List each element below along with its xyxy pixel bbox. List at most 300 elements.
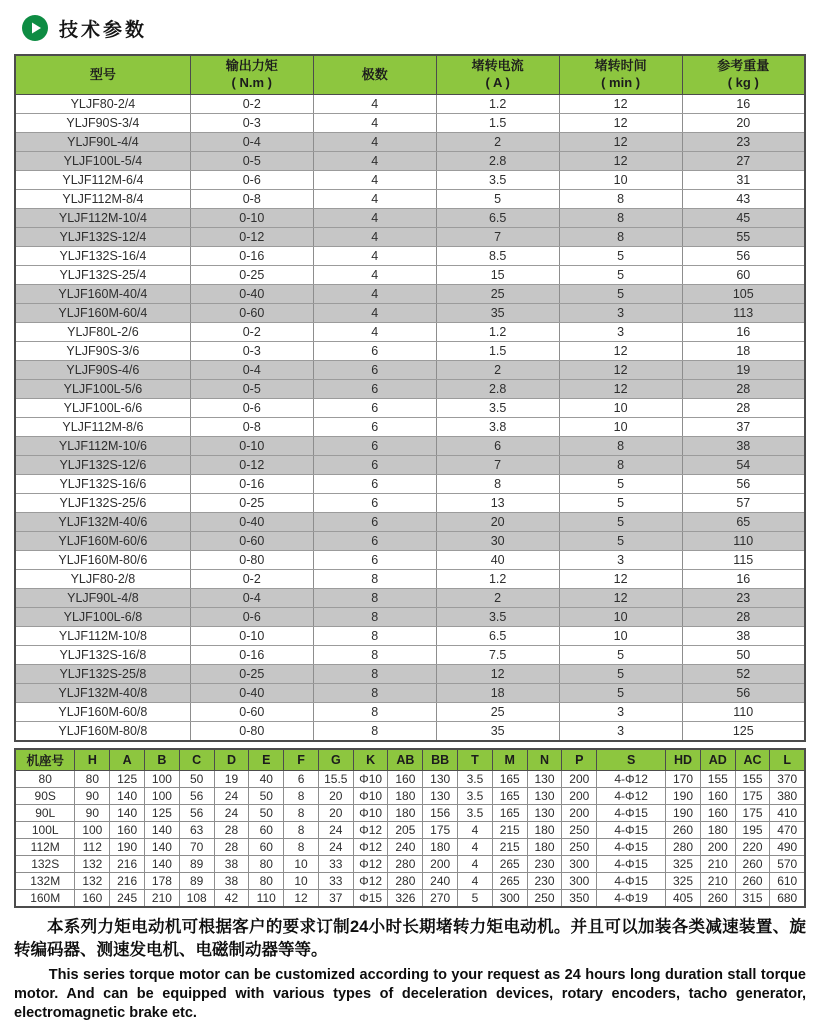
cell: 180	[388, 788, 423, 805]
cell: 4	[313, 95, 436, 114]
cell: 89	[179, 856, 214, 873]
table-row	[15, 437, 805, 456]
note-english: This series torque motor can be customized according to your request as 24 hours long duration stall torque motor. And can be equipped with various types of deceleration devices, rotary encoders, tacho generator, electromagnetic brake etc.	[14, 966, 806, 1021]
cell: 12	[559, 133, 682, 152]
cell: 43	[682, 190, 805, 209]
cell: 3.5	[436, 171, 559, 190]
cell: 326	[388, 890, 423, 908]
cell: 0-2	[190, 323, 313, 342]
table-row	[15, 608, 805, 627]
table-row	[15, 589, 805, 608]
cell: 12	[559, 95, 682, 114]
cell: 250	[562, 839, 597, 856]
table-row	[15, 323, 805, 342]
spec-table	[14, 54, 806, 742]
column-header: 堵转时间 ( min )	[559, 55, 682, 95]
cell: 140	[145, 822, 180, 839]
cell: 216	[110, 856, 145, 873]
cell: 80	[15, 771, 75, 788]
cell: YLJF160M-40/4	[15, 285, 190, 304]
cell: 6	[284, 771, 319, 788]
cell: 8	[313, 627, 436, 646]
cell: 31	[682, 171, 805, 190]
cell: 6	[313, 551, 436, 570]
table-row	[15, 456, 805, 475]
cell: 20	[318, 788, 353, 805]
cell: 35	[436, 722, 559, 742]
cell: 5	[559, 247, 682, 266]
cell: 13	[436, 494, 559, 513]
cell: 0-2	[190, 570, 313, 589]
cell: 0-16	[190, 247, 313, 266]
table-row	[15, 890, 805, 908]
cell: 37	[318, 890, 353, 908]
table-row	[15, 361, 805, 380]
cell: 5	[559, 266, 682, 285]
cell: 405	[666, 890, 701, 908]
cell: 8	[313, 703, 436, 722]
cell: YLJF160M-60/6	[15, 532, 190, 551]
cell: 130	[423, 771, 458, 788]
cell: 5	[559, 532, 682, 551]
cell: 2	[436, 589, 559, 608]
table-row	[15, 665, 805, 684]
table-row	[15, 247, 805, 266]
cell: 24	[214, 788, 249, 805]
table-row	[15, 342, 805, 361]
cell: 4	[458, 822, 493, 839]
cell: YLJF90S-4/6	[15, 361, 190, 380]
cell: 5	[559, 475, 682, 494]
cell: 3	[559, 551, 682, 570]
section-header	[22, 12, 806, 44]
cell: 370	[770, 771, 805, 788]
cell: 65	[682, 513, 805, 532]
cell: 380	[770, 788, 805, 805]
cell: 8	[313, 570, 436, 589]
cell: 130	[527, 771, 562, 788]
cell: 6	[313, 494, 436, 513]
cell: 280	[666, 839, 701, 856]
cell: 0-60	[190, 532, 313, 551]
column-header: S	[597, 749, 666, 771]
cell: 1.5	[436, 114, 559, 133]
table-row	[15, 95, 805, 114]
cell: 4	[313, 171, 436, 190]
cell: 230	[527, 873, 562, 890]
column-header: AC	[735, 749, 770, 771]
cell: 38	[214, 856, 249, 873]
cell: 160	[75, 890, 110, 908]
cell: 60	[249, 822, 284, 839]
cell: 24	[318, 839, 353, 856]
cell: 90	[75, 788, 110, 805]
cell: 4	[313, 152, 436, 171]
cell: 24	[318, 822, 353, 839]
cell: 0-2	[190, 95, 313, 114]
cell: 190	[110, 839, 145, 856]
cell: 16	[682, 570, 805, 589]
cell: 0-25	[190, 266, 313, 285]
table-row	[15, 475, 805, 494]
cell: 2	[436, 133, 559, 152]
cell: 3	[559, 722, 682, 742]
cell: 0-10	[190, 627, 313, 646]
cell: YLJF160M-60/4	[15, 304, 190, 323]
cell: 130	[527, 805, 562, 822]
cell: YLJF160M-80/8	[15, 722, 190, 742]
cell: 45	[682, 209, 805, 228]
cell: 570	[770, 856, 805, 873]
cell: 10	[559, 399, 682, 418]
cell: 56	[682, 475, 805, 494]
cell: 8	[313, 665, 436, 684]
cell: 105	[682, 285, 805, 304]
column-header: 堵转电流 ( A )	[436, 55, 559, 95]
cell: 205	[388, 822, 423, 839]
cell: 10	[559, 627, 682, 646]
cell: 28	[682, 608, 805, 627]
cell: 155	[700, 771, 735, 788]
cell: 3.8	[436, 418, 559, 437]
cell: YLJF132M-40/6	[15, 513, 190, 532]
cell: 100	[145, 771, 180, 788]
cell: 63	[179, 822, 214, 839]
cell: 60	[682, 266, 805, 285]
cell: 0-4	[190, 133, 313, 152]
cell: 12	[559, 361, 682, 380]
cell: 8	[313, 646, 436, 665]
column-header: K	[353, 749, 388, 771]
cell: 15.5	[318, 771, 353, 788]
cell: 12	[559, 570, 682, 589]
cell: 6	[313, 361, 436, 380]
cell: 6	[313, 513, 436, 532]
cell: 125	[110, 771, 145, 788]
cell: 160	[388, 771, 423, 788]
table-row	[15, 532, 805, 551]
cell: 175	[735, 788, 770, 805]
cell: 38	[214, 873, 249, 890]
table-row	[15, 152, 805, 171]
cell: 280	[388, 873, 423, 890]
cell: YLJF90S-3/6	[15, 342, 190, 361]
cell: 16	[682, 95, 805, 114]
cell: 70	[179, 839, 214, 856]
cell: Φ10	[353, 805, 388, 822]
table-row	[15, 873, 805, 890]
cell: 160	[700, 805, 735, 822]
cell: YLJF132S-12/6	[15, 456, 190, 475]
cell: 265	[492, 856, 527, 873]
cell: YLJF112M-10/6	[15, 437, 190, 456]
cell: 27	[682, 152, 805, 171]
column-header: C	[179, 749, 214, 771]
cell: YLJF160M-60/8	[15, 703, 190, 722]
table-row	[15, 285, 805, 304]
cell: 260	[666, 822, 701, 839]
cell: 0-40	[190, 684, 313, 703]
cell: 56	[179, 788, 214, 805]
cell: 8	[284, 788, 319, 805]
cell: 195	[735, 822, 770, 839]
cell: 0-80	[190, 551, 313, 570]
column-header: AD	[700, 749, 735, 771]
cell: 200	[423, 856, 458, 873]
cell: 4	[458, 856, 493, 873]
cell: 18	[682, 342, 805, 361]
cell: 24	[214, 805, 249, 822]
cell: 80	[249, 873, 284, 890]
cell: 0-3	[190, 342, 313, 361]
cell: 28	[214, 822, 249, 839]
table-row	[15, 646, 805, 665]
table-row	[15, 133, 805, 152]
cell: 170	[666, 771, 701, 788]
cell: 470	[770, 822, 805, 839]
table-row	[15, 513, 805, 532]
cell: Φ12	[353, 839, 388, 856]
cell: 90S	[15, 788, 75, 805]
table-row	[15, 839, 805, 856]
cell: 112	[75, 839, 110, 856]
cell: 0-16	[190, 646, 313, 665]
cell: 125	[682, 722, 805, 742]
cell: 2.8	[436, 152, 559, 171]
cell: 0-25	[190, 665, 313, 684]
cell: 0-80	[190, 722, 313, 742]
cell: 8	[313, 722, 436, 742]
cell: 25	[436, 703, 559, 722]
cell: 6	[313, 342, 436, 361]
cell: 165	[492, 788, 527, 805]
cell: 80	[75, 771, 110, 788]
cell: 20	[436, 513, 559, 532]
cell: 132M	[15, 873, 75, 890]
table-row	[15, 788, 805, 805]
cell: 50	[179, 771, 214, 788]
cell: YLJF132S-25/6	[15, 494, 190, 513]
cell: 35	[436, 304, 559, 323]
cell: 132S	[15, 856, 75, 873]
cell: 6	[313, 399, 436, 418]
cell: 90L	[15, 805, 75, 822]
column-header: 型号	[15, 55, 190, 95]
cell: 160	[700, 788, 735, 805]
cell: 10	[284, 873, 319, 890]
cell: 4	[313, 114, 436, 133]
cell: 350	[562, 890, 597, 908]
cell: 40	[249, 771, 284, 788]
cell: 250	[527, 890, 562, 908]
cell: 0-12	[190, 228, 313, 247]
table-row	[15, 494, 805, 513]
table-row	[15, 190, 805, 209]
cell: 12	[436, 665, 559, 684]
cell: 89	[179, 873, 214, 890]
cell: 38	[682, 627, 805, 646]
cell: 240	[388, 839, 423, 856]
cell: 0-10	[190, 209, 313, 228]
cell: YLJF132S-25/4	[15, 266, 190, 285]
cell: 260	[735, 873, 770, 890]
cell: YLJF90L-4/4	[15, 133, 190, 152]
cell: 156	[423, 805, 458, 822]
cell: 5	[559, 494, 682, 513]
cell: 230	[527, 856, 562, 873]
cell: 178	[145, 873, 180, 890]
cell: 50	[249, 805, 284, 822]
cell: 90	[75, 805, 110, 822]
cell: 10	[284, 856, 319, 873]
cell: 490	[770, 839, 805, 856]
cell: 0-40	[190, 513, 313, 532]
cell: 55	[682, 228, 805, 247]
cell: 54	[682, 456, 805, 475]
cell: YLJF90S-3/4	[15, 114, 190, 133]
column-header: T	[458, 749, 493, 771]
cell: 8	[284, 805, 319, 822]
cell: 12	[559, 114, 682, 133]
cell: 140	[145, 856, 180, 873]
cell: 5	[559, 684, 682, 703]
cell: 19	[214, 771, 249, 788]
cell: 200	[700, 839, 735, 856]
cell: 260	[735, 856, 770, 873]
cell: 4-Φ15	[597, 873, 666, 890]
cell: 8	[559, 456, 682, 475]
cell: 280	[388, 856, 423, 873]
cell: 410	[770, 805, 805, 822]
cell: 28	[682, 399, 805, 418]
cell: YLJF132S-16/8	[15, 646, 190, 665]
cell: 1.2	[436, 95, 559, 114]
cell: 5	[436, 190, 559, 209]
cell: 300	[562, 856, 597, 873]
cell: YLJF132M-40/8	[15, 684, 190, 703]
cell: 108	[179, 890, 214, 908]
cell: 19	[682, 361, 805, 380]
cell: 4-Φ15	[597, 822, 666, 839]
cell: 10	[559, 608, 682, 627]
table-row	[15, 114, 805, 133]
cell: 0-10	[190, 437, 313, 456]
cell: 8	[559, 190, 682, 209]
table-row	[15, 771, 805, 788]
play-icon	[22, 15, 48, 41]
cell: YLJF112M-8/4	[15, 190, 190, 209]
cell: 175	[423, 822, 458, 839]
table-row	[15, 684, 805, 703]
cell: Φ15	[353, 890, 388, 908]
cell: 4	[313, 133, 436, 152]
cell: 8.5	[436, 247, 559, 266]
cell: YLJF100L-5/6	[15, 380, 190, 399]
cell: YLJF112M-10/8	[15, 627, 190, 646]
cell: 0-5	[190, 380, 313, 399]
cell: 215	[492, 822, 527, 839]
cell: 40	[436, 551, 559, 570]
cell: 6	[313, 532, 436, 551]
cell: 0-60	[190, 304, 313, 323]
cell: 110	[682, 703, 805, 722]
cell: 3	[559, 323, 682, 342]
cell: 0-6	[190, 171, 313, 190]
cell: 8	[284, 839, 319, 856]
cell: YLJF112M-8/6	[15, 418, 190, 437]
header-row	[15, 55, 805, 95]
cell: 4	[313, 323, 436, 342]
cell: 4-Φ15	[597, 856, 666, 873]
cell: 6.5	[436, 209, 559, 228]
cell: 7.5	[436, 646, 559, 665]
column-header: 输出力矩 ( N.m )	[190, 55, 313, 95]
header-row	[15, 749, 805, 771]
cell: 216	[110, 873, 145, 890]
table-row	[15, 228, 805, 247]
table-row	[15, 722, 805, 742]
cell: YLJF100L-6/8	[15, 608, 190, 627]
cell: 3.5	[458, 771, 493, 788]
column-header: D	[214, 749, 249, 771]
cell: 4	[313, 228, 436, 247]
cell: 4-Φ19	[597, 890, 666, 908]
cell: 5	[559, 513, 682, 532]
cell: 200	[562, 771, 597, 788]
cell: YLJF132S-16/4	[15, 247, 190, 266]
cell: 10	[559, 171, 682, 190]
cell: 132	[75, 873, 110, 890]
cell: 4-Φ12	[597, 771, 666, 788]
cell: 165	[492, 805, 527, 822]
column-header: H	[75, 749, 110, 771]
cell: 6	[313, 437, 436, 456]
cell: YLJF132S-16/6	[15, 475, 190, 494]
column-header: HD	[666, 749, 701, 771]
cell: 6.5	[436, 627, 559, 646]
column-header: AB	[388, 749, 423, 771]
cell: 5	[559, 646, 682, 665]
cell: 180	[388, 805, 423, 822]
cell: 270	[423, 890, 458, 908]
table-row	[15, 627, 805, 646]
cell: 0-25	[190, 494, 313, 513]
cell: 4	[313, 266, 436, 285]
cell: Φ12	[353, 822, 388, 839]
cell: 6	[313, 418, 436, 437]
cell: 4-Φ15	[597, 805, 666, 822]
cell: 325	[666, 873, 701, 890]
column-header: G	[318, 749, 353, 771]
cell: Φ10	[353, 788, 388, 805]
cell: 190	[666, 805, 701, 822]
cell: 8	[559, 228, 682, 247]
cell: 4	[313, 247, 436, 266]
cell: 100L	[15, 822, 75, 839]
cell: 12	[559, 342, 682, 361]
column-header: L	[770, 749, 805, 771]
cell: 1.2	[436, 570, 559, 589]
cell: 8	[559, 437, 682, 456]
cell: 3	[559, 304, 682, 323]
table-row	[15, 805, 805, 822]
cell: 6	[313, 380, 436, 399]
cell: 4	[458, 839, 493, 856]
column-header: N	[527, 749, 562, 771]
cell: 28	[682, 380, 805, 399]
cell: 6	[436, 437, 559, 456]
cell: 160M	[15, 890, 75, 908]
